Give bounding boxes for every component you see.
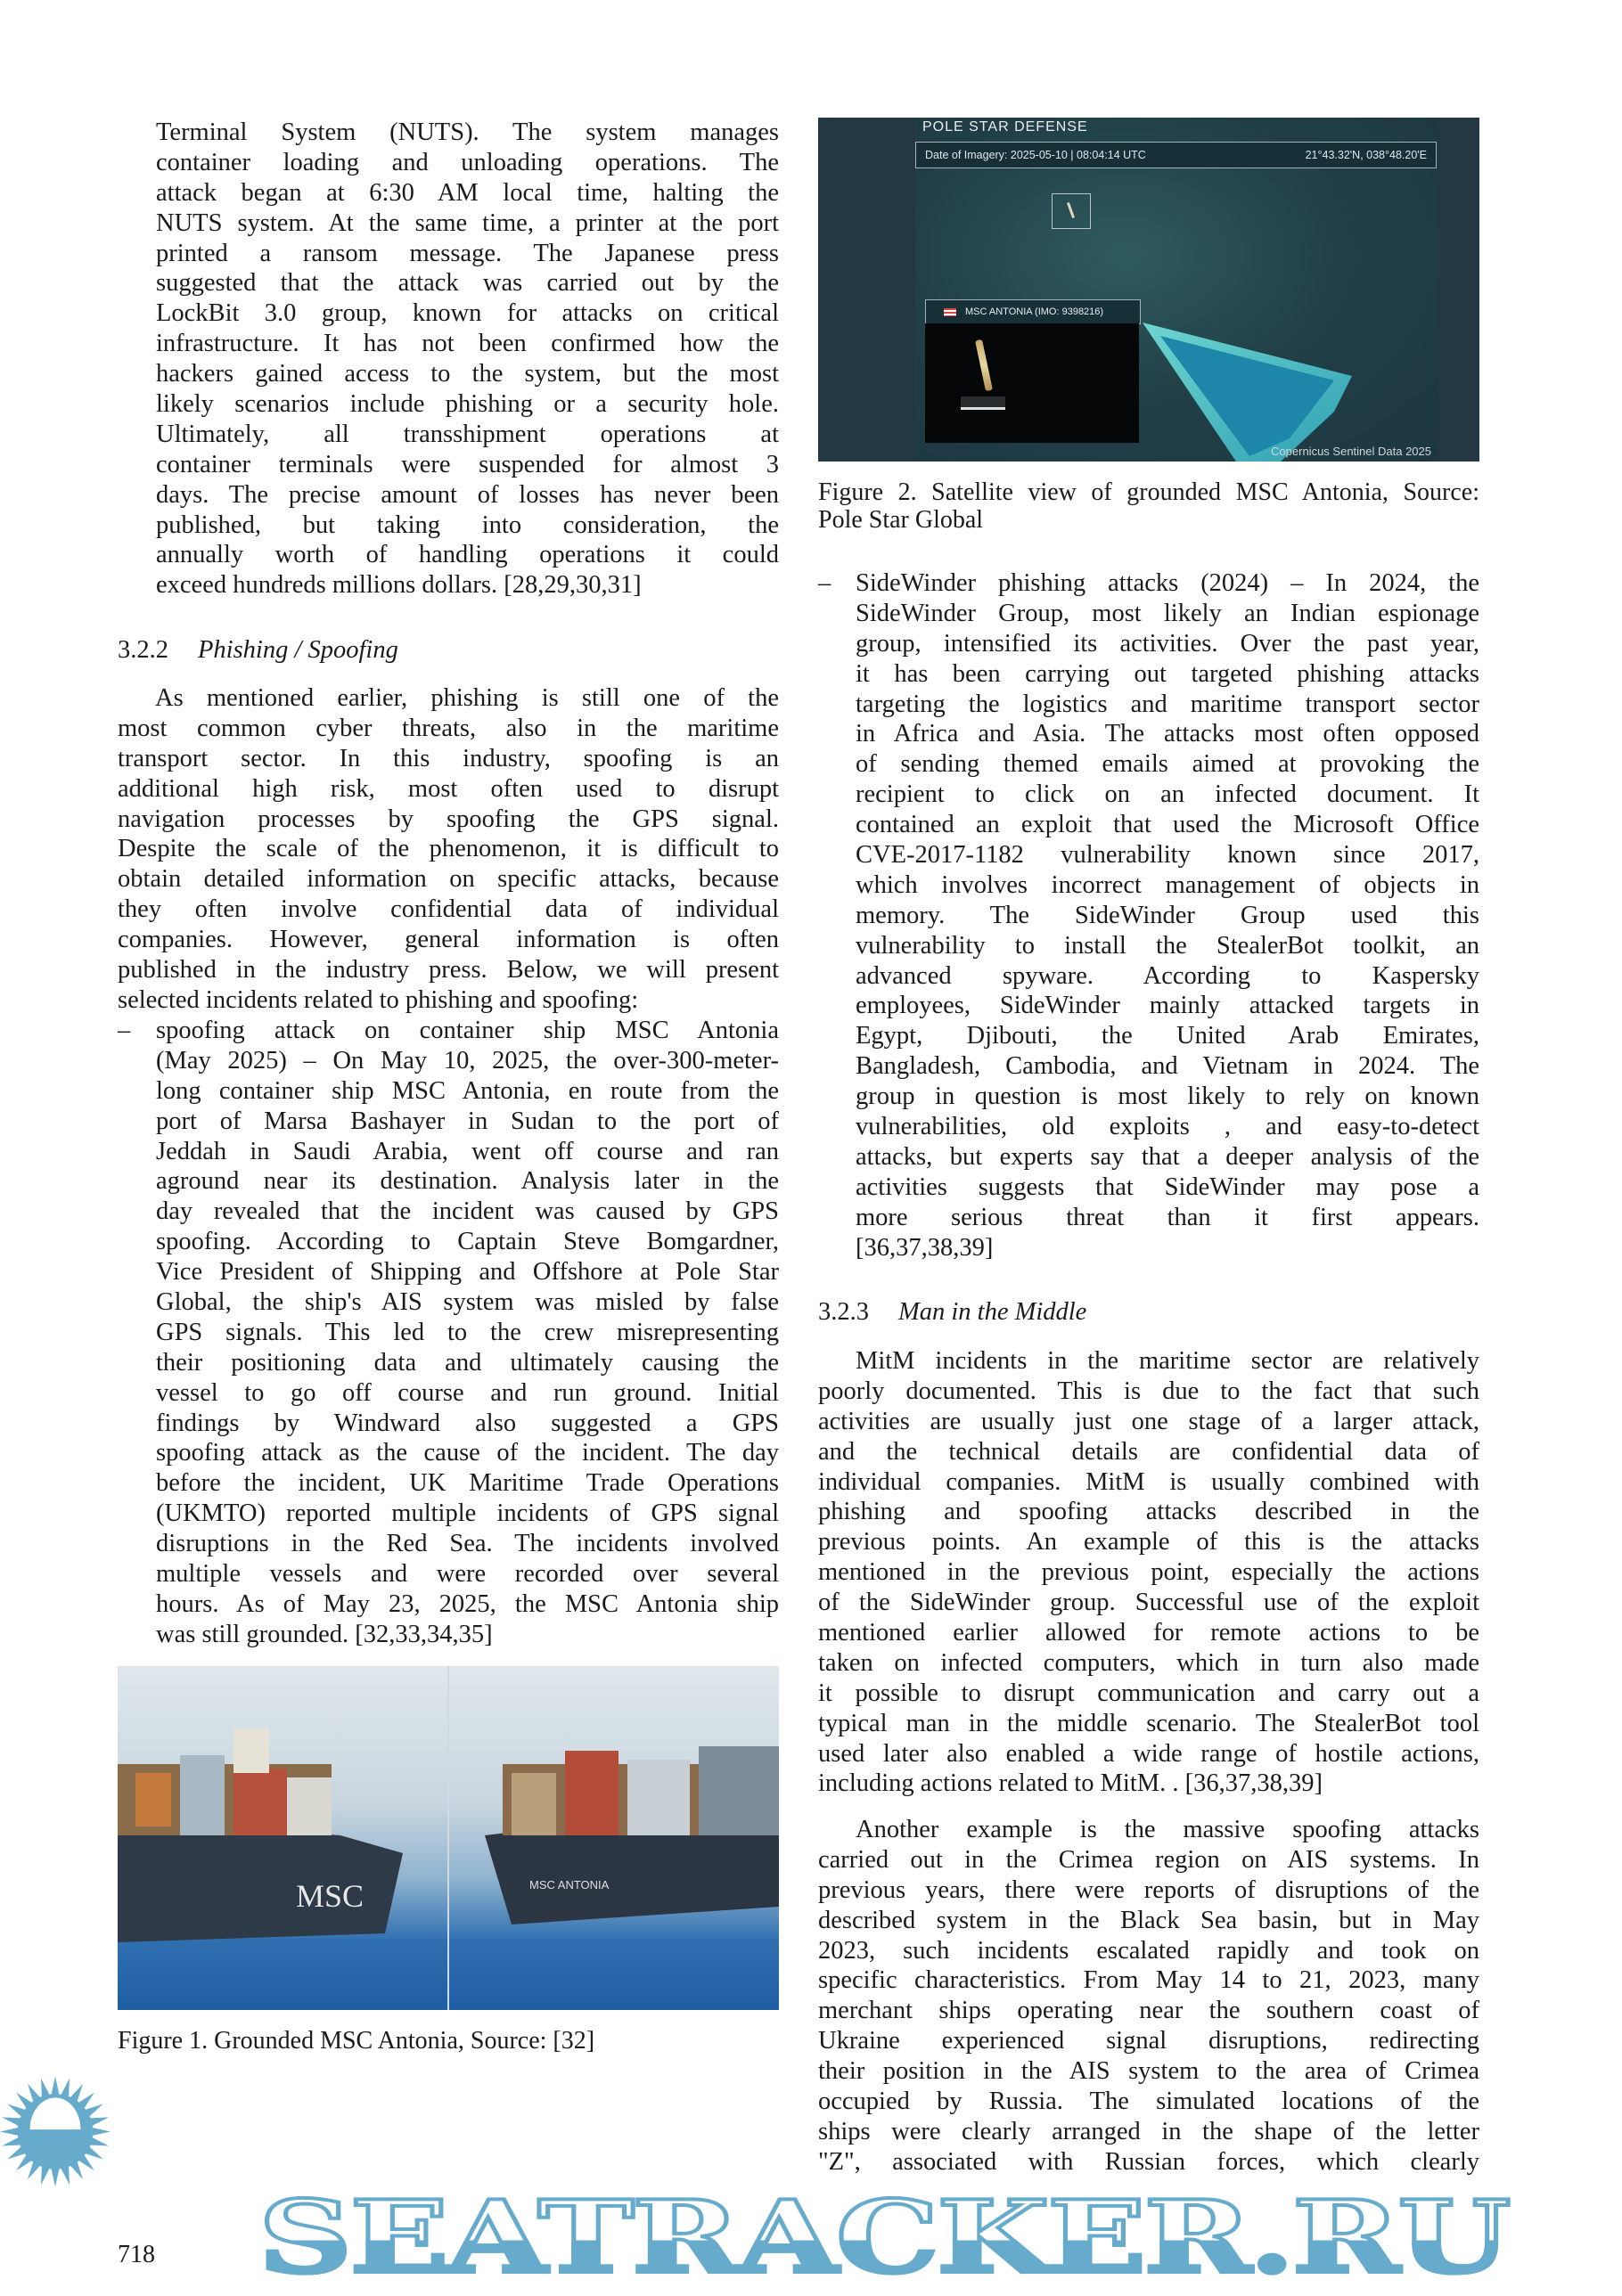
text-line: phishing and spoofing attacks described in the [818,1498,1479,1526]
text-line: [36,37,38,39] [856,1233,994,1262]
text-line: ships were clearly arranged in the shape of the letter [818,2117,1479,2145]
text-line: Vice President of Shipping and Offshore at Pole Star [156,1258,779,1287]
text-line: spoofing attack on container ship MSC Antonia [156,1017,779,1044]
text-line: (May 2025) – On May 10, 2025, the over-300-meter- [156,1046,779,1074]
text-line: individual companies. MitM is usually combined with [818,1467,1479,1496]
text-line: it possible to disrupt communication and carry out a [818,1679,1479,1707]
text-line: 2023, such incidents escalated rapidly and took on [818,1936,1479,1965]
vessel-label [925,299,1141,324]
text-line: Ukraine experienced signal disruptions, redirecting [818,2027,1479,2055]
imagery-date: Date of Imagery: 2025-05-10 | 08:04:14 UTC [925,149,1146,161]
image-credit: Copernicus Sentinel Data 2025 [1271,445,1431,458]
text-line: likely scenarios include phishing or a security hole. [156,390,779,419]
text-line: vulnerabilities, old exploits , and easy-to-detect [856,1113,1479,1141]
text-line: SideWinder phishing attacks (2024) – In 2024, the [856,569,1479,597]
text-line: specific characteristics. From May 14 to 21, 2023, many [818,1966,1479,1995]
flag-icon [944,308,956,316]
text-line: attack began at 6:30 AM local time, halting the [156,178,779,207]
text-line: advanced spyware. According to Kaspersky [856,961,1479,990]
text-line: contained an exploit that used the Microsoft Office [856,811,1479,839]
text-line: recipient to click on an infected document. It [856,780,1479,809]
text-line: multiple vessels and were recorded over several [156,1560,779,1589]
list-item-sidewinder [856,568,1479,1262]
text-line: selected incidents related to phishing and spoofing: [118,985,639,1014]
text-line: published in the industry press. Below, we will present [118,956,779,985]
text-line: days. The precise amount of losses has never been [156,480,779,509]
text-line: described system in the Black Sea basin, but in May [818,1906,1479,1934]
text-line: As mentioned earlier, phishing is still one of the [155,684,779,712]
section-number: 3.2.3 [818,1298,869,1326]
figure-1-grounded-ship-photos [118,1666,779,2010]
text-line: suggested that the attack was carried out by the [156,269,779,298]
section-heading-3-2-3 [818,1297,1086,1328]
text-line: carried out in the Crimea region on AIS systems. In [818,1845,1479,1874]
text-line: which involves incorrect management of objects in [856,870,1479,899]
pole-star-brand: POLE STAR DEFENSE [922,119,1088,135]
ship-left-illustration [118,1666,447,2010]
text-line: Ultimately, all transshipment operations at [156,420,779,448]
section-heading-3-2-2 [118,635,398,666]
satellite-image [915,118,1438,462]
caption-line: Figure 2. Satellite view of grounded MSC Antonia, Source: [818,478,1479,506]
text-line: poorly documented. This is due to the fact that such [818,1377,1479,1405]
vessel-inset [925,323,1139,443]
caption-line: Pole Star Global [818,506,984,534]
text-line: hours. As of May 23, 2025, the MSC Antonia ship [156,1589,779,1618]
text-line: Global, the ship's AIS system was misled by false [156,1288,779,1317]
sunburst-logo-icon [0,2076,111,2186]
text-line: most common cyber threats, also in the maritime [118,714,779,742]
text-line: published, but taking into consideration, the [156,511,779,539]
text-line: "Z", associated with Russian forces, which clearly [818,2147,1479,2176]
text-line: taken on infected computers, which in turn also made [818,1648,1479,1677]
text-line: attacks, but experts say that a deeper analysis of the [856,1142,1479,1171]
imagery-coordinates: 21°43.32'N, 038°48.20'E [1305,149,1427,161]
list-bullet-dash: – [118,1017,131,1044]
section-title: Phishing / Spoofing [198,636,398,664]
text-line: transport sector. In this industry, spoofing is an [118,744,779,772]
text-line: was still grounded. [32,33,34,35] [156,1620,493,1648]
text-line: activities are usually just one stage of a larger attack, [818,1407,1479,1435]
text-line: group in question is most likely to rely on known [856,1083,1479,1111]
text-line: NUTS system. At the same time, a printer at the port [156,208,779,237]
text-line: typical man in the middle scenario. The StealerBot tool [818,1709,1479,1737]
text-line: printed a ransom message. The Japanese press [156,239,779,267]
vessel-label-text: MSC ANTONIA (IMO: 9398216) [965,306,1104,317]
hull-lettering-left: MSC [296,1878,365,1914]
text-line: of the SideWinder group. Successful use of the exploit [818,1589,1479,1617]
text-line: companies. However, general information is often [118,926,779,954]
paragraph-continuation [156,118,779,601]
text-line: their positioning data and ultimately causing the [156,1348,779,1377]
imagery-date-bar [915,142,1437,168]
text-line: additional high risk, most often used to disrupt [118,774,779,803]
text-line: occupied by Russia. The simulated locations of the [818,2088,1479,2116]
text-line: group, intensified its activities. Over the past year, [856,629,1479,658]
text-line: vessel to go off course and run ground. Initial [156,1378,779,1407]
text-line: merchant ships operating near the southern coast of [818,1997,1479,2025]
text-line: used later also enabled a wide range of hostile actions, [818,1739,1479,1768]
photo-left [118,1666,447,2010]
photo-right [449,1666,779,2010]
text-line: employees, SideWinder mainly attacked targets in [856,992,1479,1020]
text-line: (UKMTO) reported multiple incidents of GPS signal [156,1499,779,1528]
section-title: Man in the Middle [898,1298,1087,1326]
text-line: previous points. An example of this is the attacks [818,1528,1479,1557]
text-line: activities suggests that SideWinder may pose a [856,1173,1479,1201]
text-line: exceed hundreds millions dollars. [28,29,30,31] [156,571,642,600]
text-line: CVE-2017-1182 vulnerability known since 2017, [856,841,1479,870]
paragraph-crimea [818,1815,1479,2178]
text-line: LockBit 3.0 group, known for attacks on critical [156,299,779,328]
text-line: of sending themed emails aimed at provoking the [856,750,1479,779]
figure-2-caption [818,478,1479,534]
text-line: their position in the AIS system to the area of Crimea [818,2057,1479,2086]
text-line: more serious threat than it first appears. [856,1203,1479,1231]
text-line: Egypt, Djibouti, the United Arab Emirates, [856,1022,1479,1050]
ship-highlight-box [1052,193,1091,229]
text-line: they often involve confidential data of individual [118,895,779,924]
hull-lettering-right: MSC ANTONIA [529,1878,610,1892]
figure-2-satellite-view [818,118,1479,462]
text-line: before the incident, UK Maritime Trade Operations [156,1469,779,1498]
paragraph-mitm [818,1346,1479,1799]
text-line: in Africa and Asia. The attacks most often opposed [856,720,1479,748]
section-number: 3.2.2 [118,636,168,664]
text-line: SideWinder Group, most likely an Indian espionage [856,599,1479,627]
text-line: container terminals were suspended for almost 3 [156,450,779,478]
text-line: navigation processes by spoofing the GPS signal. [118,805,779,833]
text-line: port of Marsa Bashayer in Sudan to the port of [156,1107,779,1135]
text-line: previous years, there were reports of disruptions of the [818,1875,1479,1904]
page-number: 718 [118,2241,155,2268]
text-line: disruptions in the Red Sea. The incidents involved [156,1530,779,1558]
text-line: findings by Windward also suggested a GPS [156,1409,779,1437]
list-item-msc-antonia [156,1016,779,1650]
text-line: Another example is the massive spoofing attacks [856,1816,1479,1843]
list-bullet-dash: – [818,569,831,597]
text-line: infrastructure. It has not been confirmed how the [156,330,779,358]
text-line: spoofing. According to Captain Steve Bomgardner, [156,1228,779,1256]
text-line: Terminal System (NUTS). The system manages [156,118,779,146]
text-line: aground near its destination. Analysis later in the [156,1167,779,1196]
watermark-text: SEATRACKER.RU [258,2179,1509,2296]
text-line: memory. The SideWinder Group used this [856,901,1479,929]
ship-right-illustration [449,1666,779,2010]
text-line: vulnerability to install the StealerBot toolkit, an [856,931,1479,960]
text-line: including actions related to MitM. . [36,37,38,39] [818,1769,1323,1798]
text-line: day revealed that the incident was caused by GPS [156,1197,779,1226]
text-line: hackers gained access to the system, but the most [156,360,779,388]
text-line: it has been carrying out targeted phishing attacks [856,659,1479,688]
text-line: targeting the logistics and maritime transport sector [856,690,1479,718]
text-line: mentioned in the previous point, especially the actions [818,1558,1479,1587]
paragraph-phishing-intro [118,683,779,1016]
text-line: GPS signals. This led to the crew misrepresenting [156,1318,779,1346]
text-line: Despite the scale of the phenomenon, it is difficult to [118,835,779,863]
figure-1-caption: Figure 1. Grounded MSC Antonia, Source: [32] [118,2027,595,2055]
text-line: long container ship MSC Antonia, en route from the [156,1076,779,1105]
text-line: mentioned earlier allowed for remote actions to be [818,1619,1479,1647]
text-line: Bangladesh, Cambodia, and Vietnam in 2024. The [856,1052,1479,1081]
text-line: spoofing attack as the cause of the incident. The day [156,1439,779,1467]
text-line: container loading and unloading operations. The [156,148,779,176]
text-line: and the technical details are confidential data of [818,1437,1479,1466]
text-line: annually worth of handling operations it could [156,541,779,569]
text-line: obtain detailed information on specific attacks, because [118,865,779,894]
scale-bar [961,396,1005,410]
text-line: MitM incidents in the maritime sector are relatively [856,1347,1479,1375]
text-line: Jeddah in Saudi Arabia, went off course and ran [156,1137,779,1165]
